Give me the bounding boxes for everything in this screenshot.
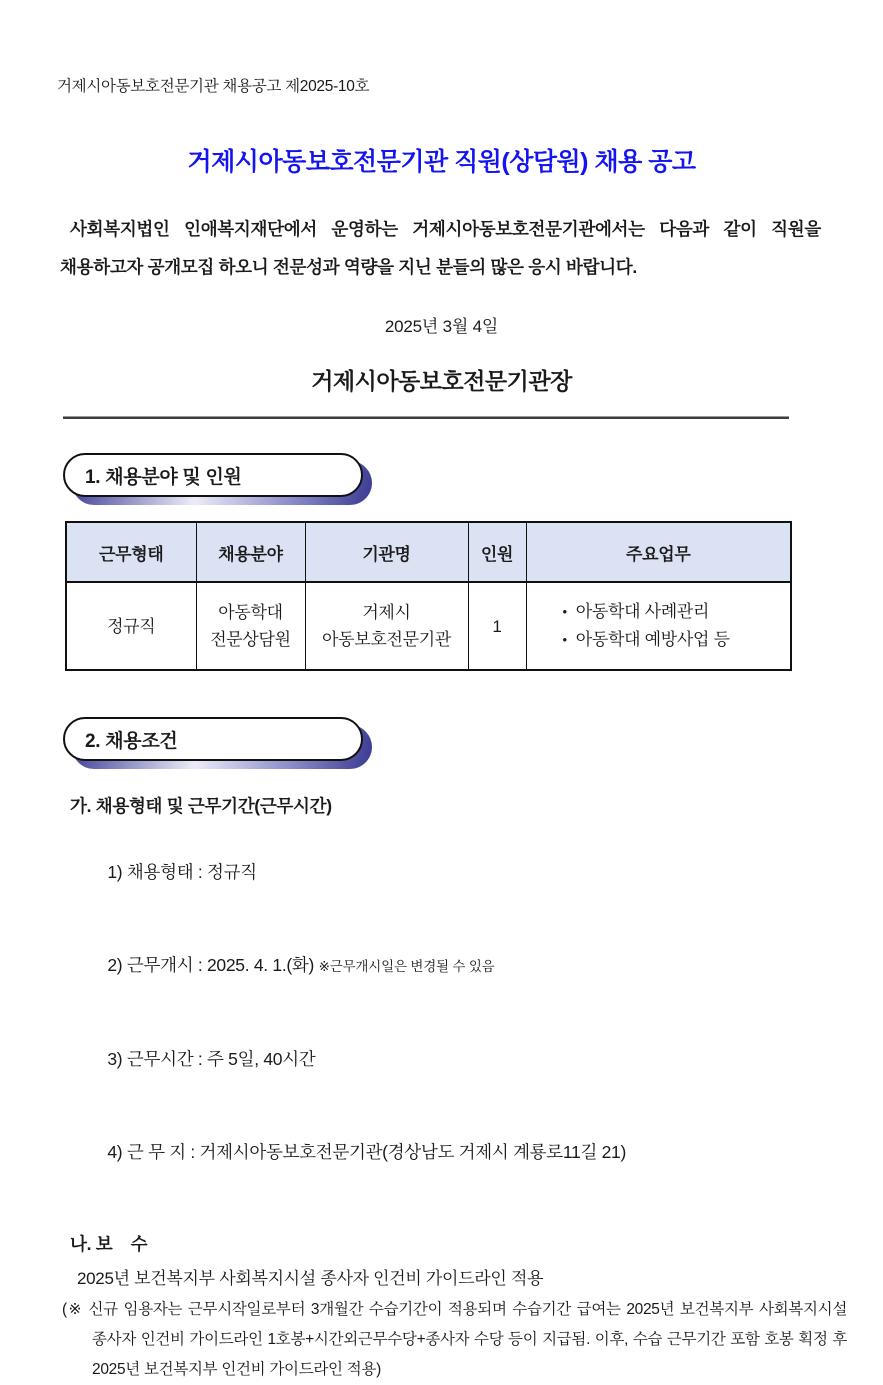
cell-duties [526,582,791,670]
list-item [80,1013,883,1106]
section1-heading [63,453,363,497]
col-header-count: 인원 [468,522,526,582]
bullet-icon: • [562,632,567,647]
doc-number: 거제시아동보호전문기관 채용공고 제2025-10호 [57,78,370,95]
table-header-row [66,522,791,582]
bullet-icon: • [562,604,567,619]
pay-guideline-line: 2025년 보건복지부 사회복지시설 종사자 인건비 가이드라인 적용 [77,1269,544,1288]
col-header-duties: 주요업무 [526,522,791,582]
section1-heading-label: 1. 채용분야 및 인원 [85,466,242,488]
table-row [66,582,791,670]
col-header-field: 채용분야 [196,522,305,582]
sub-b-heading: 나. 보 수 [70,1234,148,1254]
list-item [80,826,883,919]
section2-heading-pill [63,717,363,761]
duty-item [563,598,790,626]
list-item-text: 4) 근 무 지 : 거제시아동보호전문기관(경상남도 거제시 계룡로11길 21) [107,1142,627,1162]
duty-text: 아동학대 사례관리 [575,602,710,621]
duty-item [563,626,790,654]
document-page [0,74,883,1378]
list-item-text: 3) 근무시간 : 주 5일, 40시간 [107,1049,316,1069]
section2-heading-label: 2. 채용조건 [85,730,178,752]
section1-heading-pill [63,453,363,497]
list-item [80,919,883,1013]
cell-field-line2: 전문상담원 [210,630,291,649]
signer-name: 거제시아동보호전문기관장 [311,368,572,394]
sub-a-heading: 가. 채용형태 및 근무기간(근무시간) [70,796,332,816]
duty-text: 아동학대 예방사업 등 [575,630,730,649]
section2-heading [63,717,363,761]
list-item [80,1106,883,1199]
horizontal-rule [63,416,789,419]
cell-count: 1 [468,582,526,670]
recruitment-table [65,521,792,671]
col-header-org: 기관명 [305,522,468,582]
cell-field [196,582,305,670]
cell-work-type: 정규직 [66,582,196,670]
cell-org-line1: 거제시 [362,603,411,622]
list-item-text: 1) 채용형태 : 정규직 [107,862,257,882]
announcement-date: 2025년 3월 4일 [384,317,499,336]
cell-field-line1: 아동학대 [218,603,283,622]
sub-a-list [80,826,883,1199]
intro-paragraph: 사회복지법인 인애복지재단에서 운영하는 거제시아동보호전문기관에서는 다음과 같이 직원을 채용하고자 공개모집 하오니 전문성과 역량을 지닌 분들의 많은 응시 바랍니다. [60,219,821,277]
col-header-work-type: 근무형태 [66,522,196,582]
list-item-text: 2) 근무개시 : 2025. 4. 1.(화) [107,955,319,975]
cell-org [305,582,468,670]
list-item-note: ※근무개시일은 변경될 수 있음 [318,959,495,974]
cell-org-line2: 아동보호전문기관 [322,630,451,649]
page-title: 거제시아동보호전문기관 직원(상담원) 채용 공고 [187,148,696,176]
pay-probation-note: (※ 신규 임용자는 근무시작일로부터 3개월간 수습기간이 적용되며 수습기간 급여는 2025년 보건복지부 사회복지시설 종사자 인건비 가이드라인 1호봉+시간외근무수당+종사자 수당 등이 지급됨. 이후, 수습 근무기간 포함 호봉 획정 후 2025년 보건복지부 인건비 가이드라인 적용) [62,1301,847,1378]
